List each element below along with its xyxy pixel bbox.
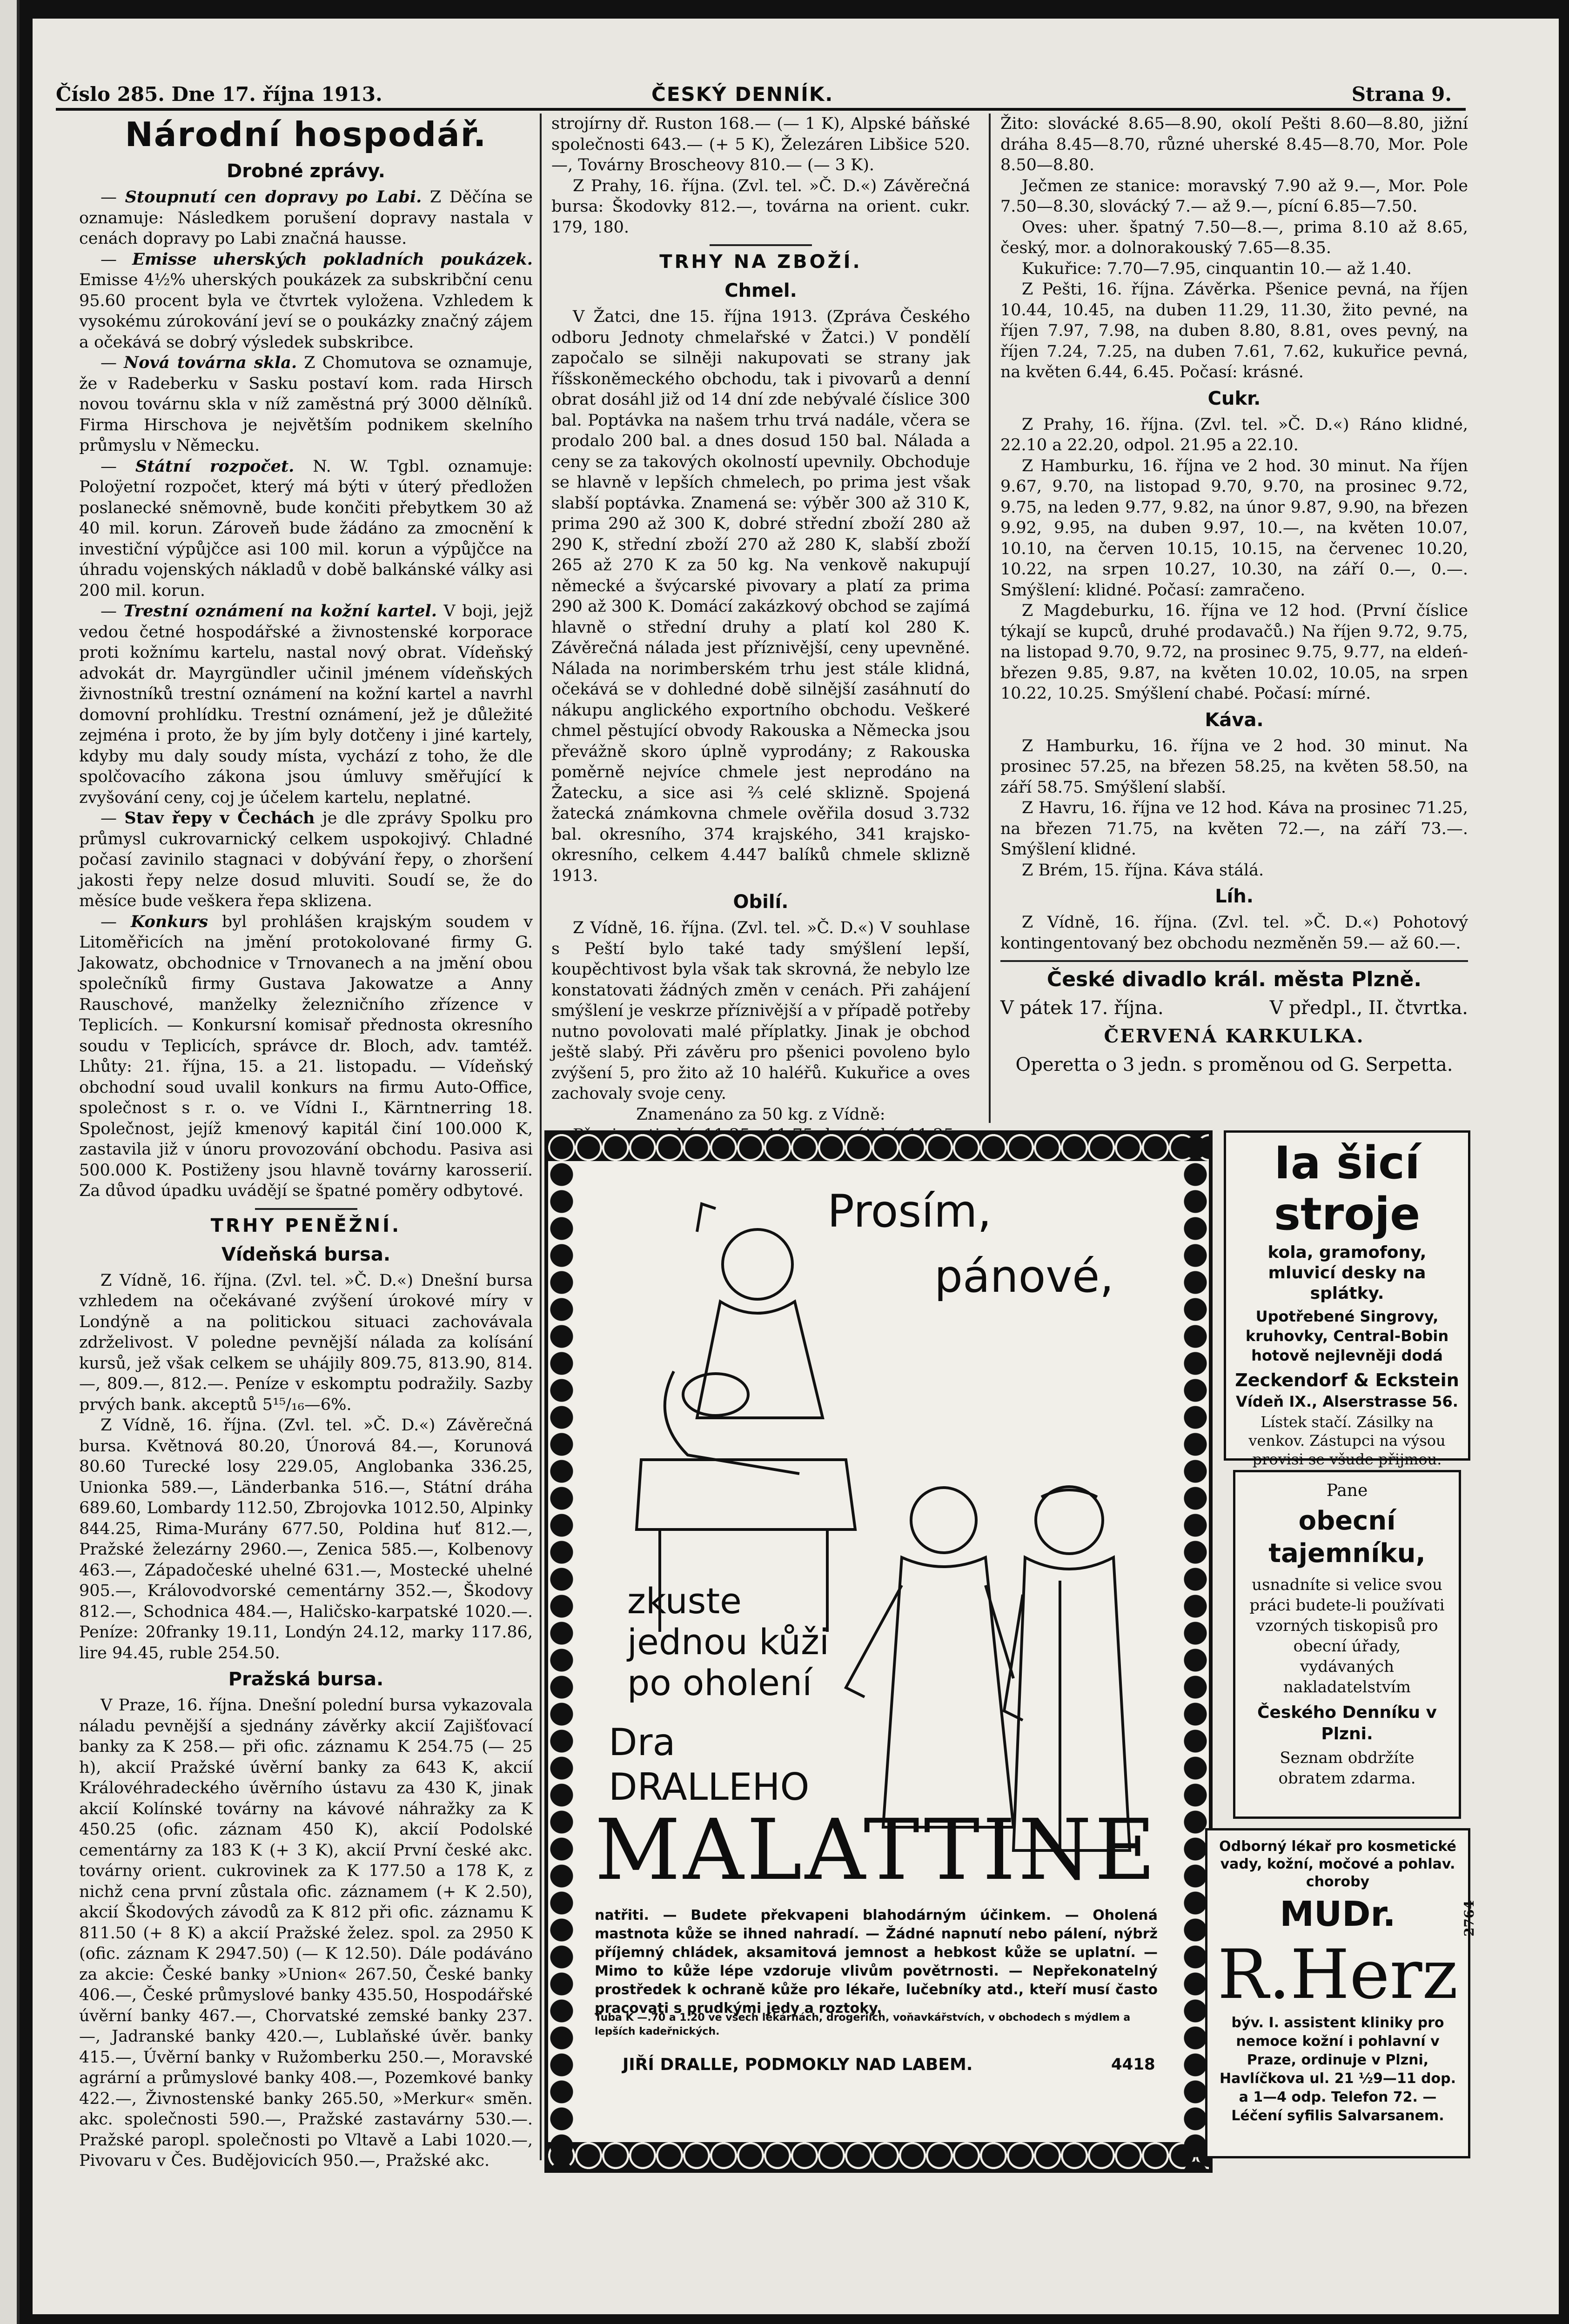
section-title: Národní hospodář. [125,115,487,154]
news-item: — Trestní oznámení na kožní kartel. V boji, jejž vedou četné hospodářské a živnostenské korporace proti kožnímu kartelu, nastal nový obrat. Vídeňský advokát dr. Mayrgündler učinil jménem vídeňských živnostníků trestní oznámení na kožní kartel a navrhl domovní prohlídku. Trestní oznámení, jež je důležité zejména i proto, že by jím byly dotčeny i jiné kartely, kdyby mu daly soudy místa, vychází z toho, že dle spolčovacího zákona jsou úmluvy směřující k zvyšování ceny, coj je účelem kartelu, neplatné. [79,601,533,807]
market-report: Z Havru, 16. října ve 12 hod. Káva na prosinec 71.25, na březen 71.75, na květen 72.—, na září 73.—. Smýšlení klidné. [1000,799,1468,859]
market-report: Ječmen ze stanice: moravský 7.90 až 9.—, Mor. Pole 7.50—8.30, slovácký 7.— až 9.—, pícní 6.85—7.50. [1000,176,1468,216]
market-report: Z Hamburku, 16. října ve 2 hod. 30 minut. Na říjen 9.67, 9.70, na listopad 9.70, 9.70, na prosinec 9.72, 9.75, na leden 9.77, 9.82, na únor 9.87, 9.90, na březen 9.92, 9.95, na duben 9.97, 10.—, na květen 10.07, 10.10, na červen 10.15, 10.15, na červenec 10.20, 10.22, na srpen 10.27, 10.30, na září 0.—, 0.—. Smýšlení: klidné. Počasí: zamračeno. [1000,456,1468,600]
ad-headline: Prosím, [827,1185,992,1237]
ad-maker: JIŘÍ DRALLE, PODMOKLY NAD LABEM. [623,2055,973,2074]
ad-title: MUDr. [1280,1894,1396,1934]
subsection-title: Vídeňská bursa. [221,1243,391,1265]
ad-firm: Zeckendorf & Eckstein [1235,1370,1459,1390]
malattine-advertisement [544,1130,1213,2173]
market-report: Z Vídně, 16. října. (Zvl. tel. »Č. D.«) Závěrečná bursa. Květnová 80.20, Únorová 84.—, Korunová 80.60 Turecké losy 229.05, Anglobanka 336.25, Unionka 589.—, Länderbanka 516.—, Státní dráha 689.60, Lombardy 112.50, Zbrojovka 1012.50, Alpinky 844.25, Rima-Murány 677.50, Poldina huť 812.—, Pražské železárny 2960.—, Zenica 585.—, Kolbenovy 463.—, Západočeské uhelné 631.—, Mostecké uhelné 905.—, Královodvorské cementárny 352.—, Škodovy 812.—, Schodnica 484.—, Haličsko-karpatské 1020.—. Peníze: 20franky 19.11, Londýn 24.12, marky 117.86, lire 94.45, ruble 254.50. [79,1416,533,1663]
ad-text: Odborný lékař pro kosmetické vady, kožní, močové a pohlav. choroby [1219,1838,1456,1890]
ad-text: usnadníte si velice svou práci budete-li používati vzorných tiskopisů pro obecní úřady, vydávaných nakladatelstvím [1249,1576,1445,1696]
ad-text: býv. I. assistent kliniky pro nemoce kožní i pohlavní v Praze, ordinuje v Plzni, Havlíčkova ul. 21 ½9—11 dop. a 1—4 odp. Telefon 72. — Léčení syfilis Salvarsanem. [1219,2015,1456,2124]
subsection-title: TRHY NA ZBOŽÍ. [659,251,862,273]
news-item: — Stav řepy v Čechách je dle zprávy Spolku pro průmysl cukrovarnický celkem uspokojivý. Chladné počasí zavinilo stagnaci v dobývání řepy, o zhoršení jakosti řepy nelze dosud mluviti. Soudí se, že do měsíce bude veškera řepa sklizena. [79,808,533,910]
dotted-border-bottom [548,2142,1209,2169]
ad-brand-name: MALATTINE [595,1802,1159,1899]
market-report: Z Prahy, 16. října. (Zvl. tel. »Č. D.«) Závěrečná bursa: Škodovky 812.—, továrna na orient. cukr. 179, 180. [551,176,970,237]
page-number: Strana 9. [1351,83,1452,106]
news-item: — Nová továrna skla. Z Chomutova se oznamuje, že v Radeberku v Sasku postaví kom. rada Hirsch novou továrnu skla v níž zaměstná prý 3000 dělníků. Firma Hirschova je největším podnikem skelního průmyslu v Německu. [79,353,533,455]
column-1 [79,114,533,2171]
dotted-border-left [548,1134,575,2169]
market-report: Žito: slovácké 8.65—8.90, okolí Pešti 8.60—8.80, jižní dráha 8.45—8.70, různé uherské 8.45—8.70, Mor. Pole 8.50—8.80. [1000,114,1468,174]
ad-text: Seznam obdržíte obratem zdarma. [1278,1749,1416,1788]
divider [1000,960,1468,962]
header-rule [56,108,1466,111]
theatre-date-row [1000,995,1468,1021]
ad-body: natřiti. — Budete překvapeni blahodárným účinkem. — Oholená mastnota kůže se ihned nahradí. — Žádné napnutí nebo pálení, nýbrž příjemný chládek, aksamitová jemnost a hebkost kůže se uplatní. — Mimo to kůže lépe vzdoruje vlivům povětrnosti. — Nepřekonatelný prostředek k ochraně kůže pro lékaře, lučebníky atd., kteří musí často pracovati s prudkými jedy a roztoky. [595,1907,1158,2017]
market-report: Z Vídně, 16. října. (Zvl. tel. »Č. D.«) Pohotový kontingentovaný bez obchodu nezměněn 59.— až 60.—. [1000,913,1468,953]
ad-price: Tuba K —.70 a 1.20 ve všech lékárnách, drogeriích, voňavkářstvích, v obchodech s mýdlem a lepších kadeřnických. [595,2012,1131,2037]
doctor-name: R.Herz [1217,1935,1458,2014]
forms-advertisement [1233,1470,1461,1819]
column-divider [989,114,991,1123]
market-report: V Praze, 16. října. Dnešní polední bursa vykazovala náladu pevnější a sjednány závěrky akcií Zajišťovací banky za K 258.— při ofic. záznamu K 254.75 (— 25 h), akcií Pražské úvěrní banky za 643 K, akcií Královéhradeckého úvěrního ústavu za 430 K, jinak akcií Kolínské továrny na kávové náhražky za K 450.25 (ofic. záznam 450 K), akcií Podolské cementárny za 183 K (+ 3 K), akcií První české akc. továrny orient. cukrovinek za K 177.50 a 178 K, z nichž cena první zůstala ofic. záznamem (+ K 2.50), akcií Škodových závodů za K 812 při ofic. záznamu K 811.50 (+ 8 K) a akcií Pražské želez. spol. za 2950 K (ofic. záznam K 2947.50) (— K 12.50). Dále podáváno za akcie: České banky »Union« 267.50, České banky 406.—, České průmyslové banky 435.50, Hospodářské úvěrní banky 467.—, Chorvatské zemské banky 237.—, Jadranské banky 420.—, Lublaňské úvěr. banky 415.—, Úvěrní banky v Ružomberku 250.—, Moravské agrární a průmyslové banky 408.—, Pozemkové banky 422.—, Živnostenské banky 265.50, »Merkur« smĕn. akc. společnosti 590.—, Pražské zastavárny 530.—. Pražské paropl. společnosti po Vltavě a Labi 1020.—, Pivovaru v Čes. Budějovicích 950.—, Pražské akc. [79,1696,533,2170]
page-border [17,0,20,2324]
market-report: Z Vídně, 16. října. (Zvl. tel. »Č. D.«) Dnešní bursa vzhledem na očekávané zvýšení úrokové míry v Londýně a na politickou situaci zachovávala zdrželivost. V poledne pevnější nálada za kolísání kursů, jež však celkem se uhájily 809.75, 813.90, 814.—, 809.—, 812.—. Peníze v eskomptu podražily. Sazby prvých bank. akceptů 5¹⁵/₁₆—6%. [79,1271,533,1414]
ad-salutation: Pane [1326,1481,1368,1500]
market-report: Z Vídně, 16. října. (Zvl. tel. »Č. D.«) V souhlase s Peští bylo také tady smýšlení lepší, koupěchtivost byla však tak skrovná, že nebylo lze konstatovati žádných změn v cenách. Při zahájení smýšlení je veskrze příznivější a v případě potřeby nutno povolovati malé příplatky. Jinak je obchod ještě slabý. Při závěru pro pšenici povoleno bylo zvýšení 5, pro žito až 10 haléřů. Kukuřice a oves zachovaly svoje ceny. [551,919,970,1103]
news-item: — Stoupnutí cen dopravy po Labi. Z Děčína se oznamuje: Následkem porušení dopravy nastala v cenách dopravy po Labi značná hausse. [79,187,533,248]
ad-title: Ia šicí stroje [1274,1137,1421,1240]
ad-firm: Českého Denníku v Plzni. [1257,1703,1437,1743]
theatre-subscription: V předpl., II. čtvrtka. [1269,997,1468,1019]
column-2 [551,114,970,1187]
market-report: V Žatci, dne 15. října 1913. (Zpráva Českého odboru Jednoty chmelařské v Žatci.) V pondělí započalo se silněji nakupovati se strany jak říšskoněmeckého obchodu, tak i pivovarů a denní obrat dosáhl již od 14 dní zde nebývalé číslice 300 bal. Poptávka na našem trhu trvá nadále, včera se prodalo 200 bal. a dnes dosud 150 bal. Nálada a ceny se za takových okolností upevnily. Obchoduje se hlavně v lepších chmelech, po prima jest však slabší poptávka. Znamená se: výběr 300 až 310 K, prima 290 až 300 K, dobré střední zboží 280 až 290 K, střední zboží 270 až 280 K, slabší zboží 265 až 270 K za 50 kg. Na venkově nakupují německé a švýcarské pivovary a platí za prima 290 až 300 K. Domácí zakázkový obchod se zajímá hlavně o střední druhy a platí kol 280 K. Závěrečná nálada jest příznivější, ceny upevněné. Nálada na norimberském trhu jest stále klidná, očekává se v dohledné době silnější zasáhnutí do nákupu anglického exportního obchodu. Veškeré chmel pěstující obvody Rakouska a Německa jsou převážně skoro úplně vyprodány; z Rakouska poměrně nejvíce chmele jest neprodáno na Žatecku, a sice asi ⅔ celé sklizně. Spojená žatecká známkovna chmele ověřila dosud 3.732 bal. okresního, 374 krajského, 341 krajsko-okresního, celkem 4.447 balíků chmele sklizně 1913. [551,307,970,885]
ad-address: Vídeň IX., Alserstrasse 56. [1236,1393,1458,1410]
subsection-title: Cukr. [1207,387,1261,409]
ad-text: Upotřebené Singrovy, kruhovky, Central-Bobin hotově nejlevněji dodá [1245,1308,1449,1364]
divider [710,244,812,246]
subsection-title: Drobné zprávy. [227,160,385,182]
newspaper-title: ČESKÝ DENNÍK. [651,83,834,106]
market-report: Z Prahy, 16. října. (Zvl. tel. »Č. D.«) Ráno klidné, 22.10 a 22.20, odpol. 21.95 a 22.10. [1000,415,1468,454]
issue-number: Číslo 285. Dne 17. října 1913. [56,83,382,106]
theatre-play: ČERVENÁ KARKULKA. [1104,1025,1365,1047]
ad-slogan: zkuste jednou kůži po oholení [627,1580,829,1703]
market-report: Z Brém, 15. října. Káva stálá. [1022,861,1264,880]
doctor-advertisement [1205,1828,1477,2158]
news-item: — Konkurs byl prohlášen krajským soudem v Litoměřicích na jmění protokolované firmy G. Jakowatz, obchodnice v Trnovanech a na jmění obou společníků firmy Gustava Jakowatze a Anny Rauschové, manželky železničního zřízence v Teplicích. — Konkursní komisař přednosta okresního soudu v Teplicích, správce dr. Bloch, adv. tamtéž. Lhůty: 21. října, 15. a 21. listopadu. — Vídeňský obchodní soud uvalil konkurs na firmu Auto-Office, společnost s r. o. ve Vídni I., Kärntnerring 18. Společnost, jejíž kmenový kapitál činí 100.000 K, zastavila již v únoru provozování obchodu. Pasiva asi 500.000 K. Postiženy jsou hlavně továrny karosserií. Za důvod úpadku uvádějí se špatné poměry odbytové. [79,912,533,1200]
ad-number: 4418 [1111,2055,1155,2074]
market-report: Z Pešti, 16. října. Závěrka. Pšenice pevná, na říjen 10.44, 10.45, na duben 11.29, 11.30, žito pevné, na říjen 7.97, 7.98, na duben 8.80, 8.81, oves pevný, na říjen 7.24, 7.25, na duben 7.61, 7.62, kukuřice pevná, na květen 6.44, 6.45. Počasí: krásné. [1000,280,1468,381]
ad-text: Lístek stačí. Zásilky na venkov. Zástupci na výsou provisi se všude přijmou. [1248,1413,1446,1468]
ad-headline: pánové, [934,1250,1114,1302]
theatre-title: České divadlo král. města Plzně. [1046,968,1422,991]
column-3 [1000,114,1468,1077]
ad-title: obecní tajemníku, [1268,1506,1426,1569]
column-divider [540,114,542,2160]
sewing-machine-advertisement [1224,1130,1470,1468]
theatre-description: Operetta o 3 jedn. s proměnou od G. Serpetta. [1015,1054,1453,1075]
market-report: Z Magdeburku, 16. října ve 12 hod. (První číslice týkají se kupců, druhé prodavačů.) Na říjen 9.72, 9.75, na listopad 9.70, 9.72, na prosinec 9.75, 9.77, na eldeń-březen 9.85, 9.87, na květen 10.02, 10.05, na srpen 10.22, 10.25. Smýšlení chabé. Počasí: mírné. [1000,601,1468,703]
subsection-title: Líh. [1215,886,1254,907]
market-report: Znamenáno za 50 kg. z Vídně: [636,1105,885,1124]
market-report: strojírny dř. Ruston 168.— (— 1 K), Alpské báňské společnosti 643.— (+ 5 K), Železáren Libšice 520.—, Továrny Broscheovy 810.— (— 3 K). [551,114,970,174]
ad-number: 2764 [1462,1900,1477,1937]
news-item: — Státní rozpočet. N. W. Tgbl. oznamuje: Poloÿetní rozpočet, který má býti v úterý předložen poslanecké sněmovně, bude končiti přebytkem 30 až 40 mil. korun. Zároveň bude žádáno za zmocnění k investiční výpůjčce asi 100 mil. korun a výpůjčce na úhradu vojenských nákladů v době balkánské války asi 200 mil. korun. [79,456,533,600]
subsection-title: Obilí. [733,891,789,913]
page-header [56,83,1452,111]
subsection-title: Pražská bursa. [228,1669,384,1690]
news-item: — Emisse uherských pokladních poukázek. Emisse 4½% uherských poukázek za subskribční cenu 95.60 procent byla ve čtvrtek vyložena. Vzhledem k vysokému zúrokování jeví se o poukázky značný zájem a očekává se dobrý výsledek subskribce. [79,249,533,352]
subsection-title: TRHY PENĚŽNÍ. [210,1215,402,1236]
subsection-title: Káva. [1205,709,1264,731]
subsection-title: Chmel. [724,280,797,301]
ad-brand-prefix: Dra DRALLEHO [609,1721,810,1809]
divider [255,1208,357,1210]
ad-text: kola, gramofony, mluvicí desky na splátky. [1267,1243,1427,1303]
adjacent-page-edge [0,0,17,2324]
theatre-date: V pátek 17. října. [1000,997,1164,1019]
dotted-border-top [548,1134,1209,1161]
market-report: Z Hamburku, 16. října ve 2 hod. 30 minut. Na prosinec 57.25, na březen 58.25, na květen 58.50, na září 58.75. Smýšlení slabší. [1000,736,1468,797]
market-report: Kukuřice: 7.70—7.95, cinquantin 10.— až 1.40. [1022,259,1412,278]
market-report: Oves: uher. špatný 7.50—8.—, prima 8.10 až 8.65, český, mor. a dolnorakouský 7.65—8.35. [1000,218,1468,257]
